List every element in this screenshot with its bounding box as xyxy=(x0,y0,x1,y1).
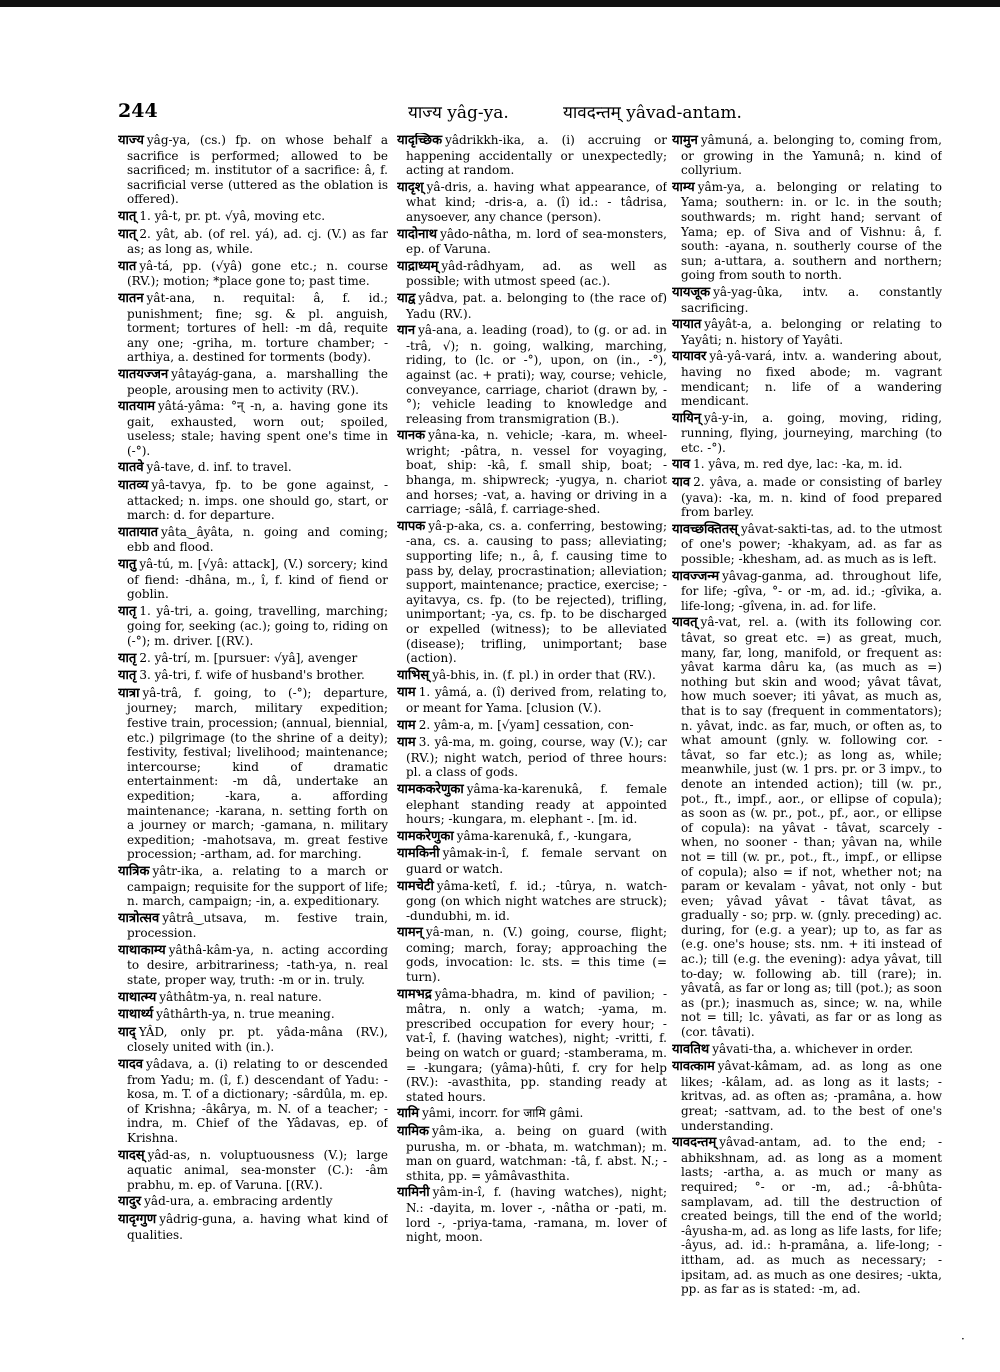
dictionary-entry xyxy=(397,259,667,289)
dictionary-entry xyxy=(118,367,388,397)
entry-headword: याद्व xyxy=(397,290,416,306)
entry-headword: यातव्य xyxy=(118,478,149,494)
entry-definition: yâ-yâ-vará, intv. a. wandering about, having no fixed abode; m. vagrant mendicant; n. life of a wandering mendicant. xyxy=(681,349,942,409)
entry-definition: yâvag-ganma, ad. throughout life, for life; -gîva, °- or -m, ad. id.; -gîvika, a. life-long; -gîvena, in. ad. for life. xyxy=(681,568,942,613)
dictionary-entry xyxy=(118,1148,388,1193)
entry-definition: yâ-y-in, a. going, moving, riding, running, flying, journeying, marching (to etc. -°). xyxy=(681,410,942,455)
entry-headword: याव xyxy=(672,457,691,473)
dictionary-entry xyxy=(397,735,667,780)
entry-headword: यात्रिक xyxy=(118,863,150,879)
entry-headword: यातु xyxy=(118,557,137,573)
entry-definition: yâma-ka-karenukâ, f. female elephant standing ready at appointed hours; -kungara, m. elephant -. [m. id. xyxy=(406,781,667,827)
entry-definition: yâ-ana, a. leading (road), to (g. or ad. in -trâ, √); n. going, walking, marching, riding, to (lc. or -°), upon, on (in., -°), against (ac. + prati); way, course; vehicle, conveyance, carriage, chariot (drawn by, -°); vehicle leading to knowledge and releasing from transmigration (B.). xyxy=(406,323,667,426)
entry-definition: yâd-ura, a. embracing ardently xyxy=(144,1194,333,1209)
entry-headword: याम xyxy=(397,685,416,701)
entry-headword: यात्रा xyxy=(118,685,140,701)
dictionary-entry xyxy=(118,259,388,289)
dictionary-entry xyxy=(672,569,942,614)
entry-definition: yâ-man, n. (V.) going, course, flight; coming; march, foray; approaching the gods, invocation: lc. sts. = this time (= turn). xyxy=(406,925,667,985)
entry-definition: yâ-p-aka, cs. a. conferring, bestowing; -ana, cs. a. causing to pass; alleviating; supporting life; n., â, f. causing time to pass by, delay, procrastination; alleviation; support, maintenance; practice, exercise; -ayitavya, cs. fp. (to be rejected), trifling, unimportant; -ya, cs. fp. to be discharged or expelled (witness); to be alleviated (disease); trifling, unimportant; base (action). xyxy=(406,518,667,666)
entry-definition: yâdva, pat. a. belonging to (the race of) Yadu (RV.). xyxy=(406,290,667,321)
column-3 xyxy=(672,133,942,1353)
entry-definition: 1. yâva, m. red dye, lac: -ka, m. id. xyxy=(693,457,903,472)
entry-definition: yâ-yag-ûka, intv. a. constantly sacrificing. xyxy=(681,284,942,315)
entry-headword: याज्य xyxy=(118,133,144,148)
entry-headword: यातृ xyxy=(118,603,137,619)
entry-headword: यावतिथ xyxy=(672,1041,710,1057)
dictionary-entry xyxy=(118,668,388,684)
entry-definition: yâg-ya, (cs.) fp. on whose behalf a sacrifice is performed; allowed to be sacrificed; m. institutor of a sacrifice: â, f. sacrificial verse (uttered as the oblation is offered). xyxy=(127,133,388,207)
dictionary-entry xyxy=(118,460,388,476)
dictionary-entry xyxy=(397,1106,667,1122)
entry-definition: yâ-bhis, in. (f. pl.) in order that (RV.). xyxy=(432,667,656,682)
entry-headword: यामन् xyxy=(397,925,423,941)
page-mark: · xyxy=(961,1332,965,1346)
entry-definition: yâma-karenukâ, f., -kungara, xyxy=(456,828,632,843)
entry-definition: yâmuná, a. belonging to, coming from, or growing in the Yamunâ; n. kind of collyrium. xyxy=(681,133,942,178)
entry-headword: यामुन xyxy=(672,133,698,148)
entry-headword: यातवे xyxy=(118,460,144,476)
dictionary-entry xyxy=(118,943,388,988)
entry-definition: yâtrâ‿utsava, m. festive train, procession. xyxy=(127,910,388,941)
dictionary-entry xyxy=(672,180,942,283)
entry-headword: याथात्म्य xyxy=(118,989,157,1005)
entry-definition: yâd-râdhyam, ad. as well as possible; with utmost speed (ac.). xyxy=(406,258,667,289)
entry-headword: यावच्छक्तितस् xyxy=(672,521,738,537)
dictionary-entry xyxy=(118,478,388,523)
entry-definition: yâ-trâ, f. going, to (-°); departure, journey; march, military expedition; festive train, procession; (annual, biennial, etc.) pilgrimage (to the shrine of a deity); festivity, festival; livelihood; maintenance; intercourse; kind of dramatic entertainment: -m dâ, undertake an expedition; -kara, a. affording maintenance; -karana, n. setting forth on a journey or march; -gamana, n. military expedition; -mahotsava, m. great festive procession; -artham, ad. for marching. xyxy=(127,685,388,862)
entry-definition: yâthârth-ya, n. true meaning. xyxy=(156,1007,335,1022)
entry-headword: यायात xyxy=(672,317,702,333)
entry-definition: yâvad-antam, ad. to the end; -abhikshnam, ad. as long as a moment lasts; -artha, a. as much or many as required; °- or -m, ad.; -â-bhûta-samplavam, ad. till the destruction of created beings, till the end of the world; -âyusha-m, ad. as long as life lasts, for life; -âyus, ad. id.: h-pramâna, a. life-long; -ittham, ad. as much as necessary; -ipsitam, ad. as much as one desires; -ukta, pp. as far as is stated: -m, ad. xyxy=(681,1135,942,1297)
entry-headword: यातृ xyxy=(118,668,137,684)
dictionary-entry xyxy=(118,990,388,1006)
entry-definition: yâmak-in-î, f. female servant on guard or watch. xyxy=(406,846,667,876)
dictionary-entry xyxy=(672,475,942,520)
dictionary-entry xyxy=(118,525,388,555)
entry-definition: yâ-vat, rel. a. (with its following cor. tâvat, so great etc. =) as great, much, many, far, long, manifold, or frequent as: yâvat karma dâru ka, (as much as =) nothing but skin and wood; yâvat tâvat, how much soever; iti yâvat, as much as, that is to say (frequent in commentators); n. yâvat, indc. as far, much, or often as, to what amount (gnly. w. following cor. -tâvat, so far etc.); as long as, while; meanwhile, just (w. 1 prs. pr. or 3 impv., to denote an intended action); till (w. pr., pot., ft., impf., aor., or ellipse of copula); as soon as (w. pr., pot., pf., aor., or ellipse of copula): na yâvat - tâvat, scarcely - when, no sooner - than; yâvan na, while not = till (w. pr., pot., ft., impf., or ellipse of copula); also = if not, whether not; na param or kevalam - yâvat, not only - but even; yâvad yâvat - tâvat tâvat, as gradually - so; prp. w. (gnly. preceding) ac. during, for (e.g. a year); up to, as far as (e.g. one's house; sts. nm. + iti instead of ac.); till (e.g. the evening): adya yâvat, till to-day; w. following ab. till (rare); in. yâvatâ, as far or long as; till (pot.); as soon as (pr.); inasmuch as, since; w. na, while not = till; lc. yâvati, as far or as long as (cor. tâvati). xyxy=(681,615,942,1040)
entry-headword: याद्राध्यम् xyxy=(397,258,439,274)
dictionary-entry xyxy=(397,829,667,845)
entry-definition: 3. yâ-ma, m. going, course, way (V.); car (RV.); night watch, period of three hours: pl. a class of gods. xyxy=(406,735,667,780)
entry-definition: yâthâtm-ya, n. real nature. xyxy=(159,989,322,1004)
entry-headword: यादृश् xyxy=(397,179,424,195)
entry-definition: yâvat-sakti-tas, ad. to the utmost of one's power; -khakyam, ad. as far as possible; -khesham, ad. as much as is left. xyxy=(681,521,942,567)
entry-definition: yâtayág-gana, a. marshalling the people, arousing men to activity (RV.). xyxy=(127,366,388,397)
dictionary-entry xyxy=(118,557,388,602)
right-running-head: यावदन्तम् yâvad-antam. xyxy=(563,103,742,123)
dictionary-entry xyxy=(397,227,667,257)
dictionary-entry xyxy=(397,846,667,876)
entry-headword: यादस् xyxy=(118,1147,145,1163)
entry-headword: याभिस् xyxy=(397,667,430,683)
dictionary-entry xyxy=(397,718,667,734)
dictionary-entry xyxy=(672,1042,942,1058)
dictionary-entry xyxy=(672,1135,942,1297)
entry-headword: याम xyxy=(397,717,416,733)
dictionary-entry xyxy=(397,1185,667,1244)
entry-headword: याव xyxy=(672,475,691,491)
entry-headword: याथाकाम्य xyxy=(118,942,166,958)
entry-definition: yâm-in-î, f. (having watches), night; N.: -dayita, m. lover -, -nâtha or -pati, m. lord -, -priya-tama, -ramana, m. lover of night, moon. xyxy=(406,1185,667,1245)
dictionary-entry xyxy=(118,227,388,257)
entry-headword: यावज्जन्म xyxy=(672,568,720,584)
entry-definition: yâtá-yâma: °न् -n, a. having gone its gait, exhausted, worn out; spoiled, useless; stale; having spent one's time in (-°). xyxy=(127,399,388,458)
entry-headword: यायजूक xyxy=(672,284,711,300)
dictionary-entry xyxy=(118,864,388,909)
dictionary-entry xyxy=(397,925,667,984)
dictionary-entry xyxy=(118,1007,388,1023)
entry-headword: यात् xyxy=(118,208,137,224)
entry-headword: यावदन्तम् xyxy=(672,1135,717,1151)
dictionary-entry xyxy=(672,411,942,456)
dictionary-entry xyxy=(397,323,667,426)
entry-headword: यातन xyxy=(118,290,144,306)
dictionary-entry xyxy=(397,291,667,321)
entry-headword: यामचेटी xyxy=(397,878,434,894)
entry-definition: yâm-ya, a. belonging or relating to Yama; southern: in. or lc. in the south; southwards; m. right hand; servant of Yama; ep. of Siva and of Vishnu: â, f. south: -ayana, n. southerly course of the sun; a-uttara, a. southern and northern; going from south to north. xyxy=(681,179,942,283)
entry-definition: yâtr-ika, a. relating to a march or campaign; requisite for the support of life; n. march, campaign; -in, a. expeditionary. xyxy=(127,863,388,909)
entry-definition: yâ-tave, d. inf. to travel. xyxy=(146,460,292,475)
entry-definition: 3. yâ-tri, f. wife of husband's brother. xyxy=(139,668,365,683)
dictionary-entry xyxy=(397,782,667,827)
top-border-rule xyxy=(0,0,1000,7)
entry-definition: 1. yâ-t, pr. pt. √yâ, moving etc. xyxy=(139,208,326,223)
entry-definition: yâdrig-guna, a. having what kind of qualities. xyxy=(127,1211,388,1242)
dictionary-entry xyxy=(672,522,942,567)
dictionary-entry xyxy=(118,651,388,667)
entry-headword: याद् xyxy=(118,1024,136,1040)
entry-definition: yâvat-kâmam, ad. as long as one likes; -kâlam, ad. as long as it lasts; -kritvas, ad. as often as; -pramâna, a. how great; -sattvam, ad. to the best of one's understanding. xyxy=(681,1059,942,1133)
dictionary-entry xyxy=(118,133,388,207)
dictionary-entry xyxy=(397,668,667,684)
entry-headword: यादृग्गुण xyxy=(118,1211,157,1227)
entry-headword: यावत्काम xyxy=(672,1059,715,1075)
entry-headword: यात xyxy=(118,258,137,274)
dictionary-entry xyxy=(118,209,388,225)
entry-headword: यामकिनी xyxy=(397,846,440,862)
entry-definition: yâd-as, n. voluptuousness (V.); large aquatic animal, sea-monster (C.): -âm prabhu, m. ep. of Varuna. [(RV.). xyxy=(127,1147,388,1192)
dictionary-entry xyxy=(672,285,942,315)
entry-definition: yâna-ka, n. vehicle; -kara, m. wheel-wright; -pâtra, n. vessel for voyaging, boat, ship: -kâ, f. small ship, boat; -bhanga, m. shipwreck; -yugya, n. chariot and horses; -vat, a. having or driving in a carriage; -sâlâ, f. carriage-shed. xyxy=(406,428,667,517)
dictionary-entry xyxy=(118,291,388,365)
dictionary-entry xyxy=(397,685,667,715)
entry-headword: यादोनाथ xyxy=(397,226,438,242)
dictionary-entry xyxy=(118,686,388,862)
entry-definition: yât-ana, n. requital: â, f. id.; punishment; fine; sg. & pl. anguish, torment; tortures of hell: -m dâ, requite any one; -griha, m. torture chamber; -arthiya, a. destined for torments (body). xyxy=(127,290,388,365)
entry-headword: यापक xyxy=(397,518,426,534)
entry-headword: यानक xyxy=(397,428,426,444)
dictionary-entry xyxy=(118,604,388,649)
entry-headword: यान xyxy=(397,323,416,339)
dictionary-entry xyxy=(118,1194,388,1210)
column-2 xyxy=(397,133,667,1353)
entry-definition: 2. yâ-trí, m. [pursuer: √yâ], avenger xyxy=(139,650,358,665)
entry-headword: यायिन् xyxy=(672,410,702,426)
entry-headword: यामि xyxy=(397,1106,420,1122)
dictionary-entry xyxy=(118,399,388,458)
entry-headword: यात्रोत्सव xyxy=(118,910,160,926)
column-1 xyxy=(118,133,388,1353)
entry-definition: yâdo-nâtha, m. lord of sea-monsters, ep. of Varuna. xyxy=(406,226,667,257)
entry-definition: yâ-tavya, fp. to be gone against, - attacked; n. imps. one should go, start, or march: d. for departure. xyxy=(127,478,388,523)
entry-definition: yâthâ-kâm-ya, n. acting according to desire, arbitrariness; -tath-ya, n. real state, proper way, truth: -m or in. truly. xyxy=(127,942,388,988)
entry-definition: yâyât-a, a. belonging or relating to Yayâti; n. history of Yayâti. xyxy=(681,317,942,347)
entry-definition: yâm-ika, a. being on guard (with purusha, m. or -bhata, m. watchman); m. man on guard, watchman: -tâ, f. abst. N.; -sthita, pp. = yâmâvasthita. xyxy=(406,1124,667,1183)
entry-headword: यादव xyxy=(118,1057,144,1073)
entry-headword: यामिक xyxy=(397,1124,430,1139)
entry-definition: yâ-dris, a. having what appearance, of what kind; -dris-a, a. (î) id.: - tâdrisa, anysoever, any chance (person). xyxy=(406,179,667,224)
entry-definition: yâdava, a. (i) relating to or descended from Yadu; m. (î, f.) descendant of Yadu: -kosa, m. T. of a dictionary; -sârdûla, m. ep. of Krishna; -âkârya, m. N. of a teacher; -indra, m. Chief of the Yâdavas, ep. of Krishna. xyxy=(127,1057,388,1145)
dictionary-entry xyxy=(397,428,667,517)
entry-definition: 2. yât, ab. (of rel. yá), ad. cj. (V.) as far as; as long as, while. xyxy=(127,226,388,257)
dictionary-entry xyxy=(672,457,942,473)
entry-headword: यातयज्जन xyxy=(118,366,169,382)
entry-headword: यामकरेणुका xyxy=(397,828,454,844)
dictionary-entry xyxy=(397,180,667,225)
entry-headword: याम xyxy=(397,735,416,751)
entry-definition: yâma-ketî, f. id.; -tûrya, n. watch-gong (on which night watches are struck); -dundubhi, m. id. xyxy=(406,878,667,923)
entry-definition: yâta‿âyâta, n. going and coming; ebb and flood. xyxy=(127,524,388,555)
entry-definition: 1. yâ-tri, a. going, travelling, marching; going for, seeking (ac.); going to, riding on (-°); m. driver. [(RV.). xyxy=(127,603,388,648)
dictionary-entry xyxy=(118,1057,388,1146)
entry-headword: यातायात xyxy=(118,524,159,540)
dictionary-entry xyxy=(397,519,667,666)
entry-headword: यात् xyxy=(118,226,137,242)
dictionary-entry xyxy=(118,1025,388,1055)
dictionary-entry xyxy=(672,615,942,1039)
entry-headword: यामभद्र xyxy=(397,986,432,1002)
entry-headword: यातयाम xyxy=(118,399,155,415)
dictionary-entry xyxy=(397,879,667,924)
dictionary-entry xyxy=(672,349,942,408)
entry-headword: यामिनी xyxy=(397,1185,430,1201)
page-header xyxy=(118,100,918,128)
entry-headword: यायावर xyxy=(672,349,707,365)
entry-definition: yâ-tú, m. [√yâ: attack], (V.) sorcery; kind of fiend: -dhâna, m., î, f. kind of fiend or goblin. xyxy=(127,557,388,602)
entry-headword: यामककरेणुका xyxy=(397,781,464,797)
entry-headword: यातृ xyxy=(118,650,137,666)
page-number: 244 xyxy=(118,100,158,122)
entry-definition: YÂD, only pr. pt. yâda-mâna (RV.), closely united with (in.). xyxy=(127,1024,388,1055)
dictionary-entry xyxy=(118,911,388,941)
entry-headword: यादुर xyxy=(118,1194,142,1210)
dictionary-entry xyxy=(672,1059,942,1133)
dictionary-entry xyxy=(397,133,667,178)
entry-definition: 2. yâva, a. made or consisting of barley (yava): -ka, m. n. kind of food prepared from barley. xyxy=(681,475,942,520)
entry-definition: yâ-tá, pp. (√yâ) gone etc.; n. course (RV.); motion; *place gone to; past time. xyxy=(127,258,388,289)
entry-definition: 2. yâm-a, m. [√yam] cessation, con- xyxy=(418,717,634,732)
dictionary-entry xyxy=(118,1212,388,1242)
dictionary-entry xyxy=(397,1124,667,1183)
dictionary-entry xyxy=(397,987,667,1105)
entry-headword: यावत् xyxy=(672,615,698,631)
entry-headword: याम्य xyxy=(672,179,695,195)
left-running-head: याज्य yâg-ya. xyxy=(408,103,509,123)
entry-headword: यादृच्छिक xyxy=(397,133,443,148)
entry-definition: yâdrikkh-ika, a. (i) accruing or happening accidentally or unexpectedly; acting at random. xyxy=(406,133,667,178)
entry-definition: yâma-bhadra, m. kind of pavilion; -mâtra, n. only a watch; -yama, m. prescribed occupation for every hour; -vat-î, f. (having watches), night; -vritti, f. being on watch or guard; -stamberama, m. = -kungara; (yâma)-hûti, f. cry for help (RV.): -avasthita, pp. standing ready at stated hours. xyxy=(406,986,667,1104)
entry-definition: yâmi, incorr. for जामि gâmi. xyxy=(422,1106,584,1121)
entry-headword: याथार्थ्य xyxy=(118,1007,154,1023)
entry-definition: yâvati-tha, a. whichever in order. xyxy=(712,1041,914,1056)
dictionary-entry xyxy=(672,133,942,178)
entry-definition: 1. yâmá, a. (î) derived from, relating to, or meant for Yama. [clusion (V.). xyxy=(406,685,667,715)
dictionary-entry xyxy=(672,317,942,347)
